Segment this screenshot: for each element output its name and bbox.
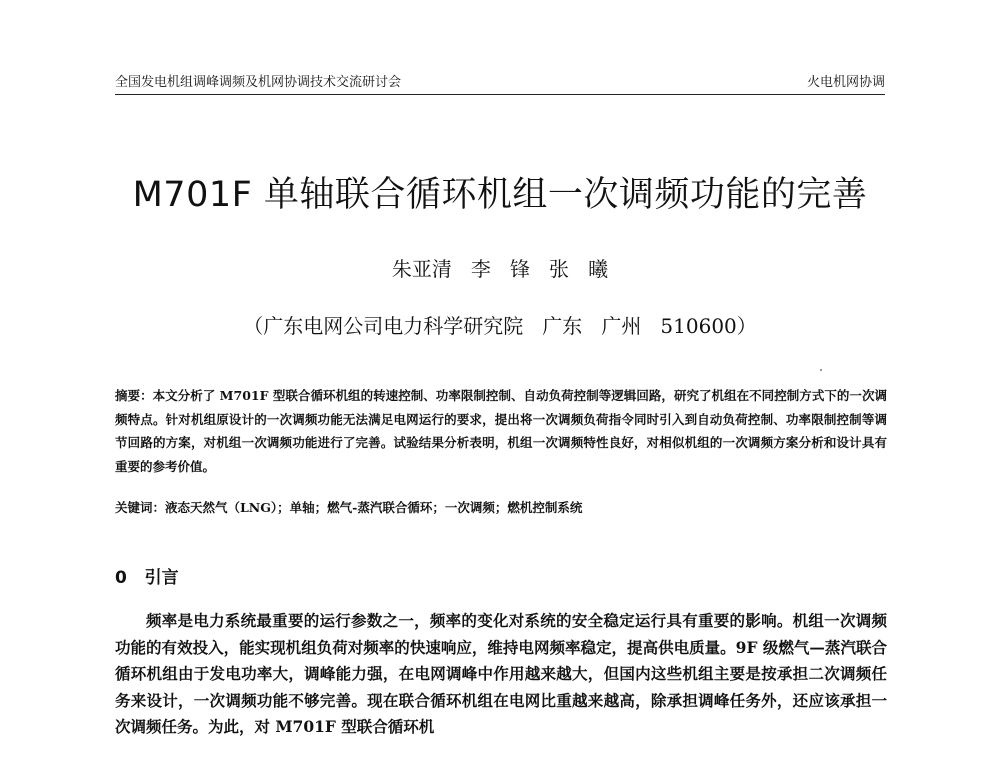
paper-title: M701F 单轴联合循环机组一次调频功能的完善: [132, 175, 868, 215]
conference-name: 全国发电机组调峰调频及机网协调技术交流研讨会: [115, 75, 402, 90]
author-affiliation: （广东电网公司电力科学研究院 广东 广州 510600）: [243, 314, 757, 338]
abstract: [115, 384, 887, 478]
keywords-text: 液态天然气（LNG）；单轴；燃气-蒸汽联合循环；一次调频；燃机控制系统: [165, 500, 583, 515]
scan-speck: [820, 369, 822, 371]
keywords-label: 关键词：: [115, 500, 166, 515]
abstract-text: 本文分析了 M701F 型联合循环机组的转速控制、功率限制控制、自动负荷控制等逻辑回路，研究了机组在不同控制方式下的一次调频特点。针对机组原设计的一次调频功能无法满足电网运行的要求，提出将一次调频负荷指令同时引入到自动负荷控制、功率限制控制等调节回路的方案，对机组一次调频功能进行了完善。试验结果分析表明，机组一次调频特性良好，对相似机组的一次调频方案分析和设计具有重要的参考价值。: [115, 388, 887, 474]
section-heading: 0 引言: [115, 568, 179, 588]
keywords: [115, 498, 887, 518]
section-category: 火电机网协调: [806, 75, 885, 90]
abstract-label: 摘要：: [115, 388, 153, 403]
running-header: [115, 72, 885, 95]
intro-paragraph: 频率是电力系统最重要的运行参数之一，频率的变化对系统的安全稳定运行具有重要的影响。机组一次调频功能的有效投入，能实现机组负荷对频率的快速响应，维持电网频率稳定，提高供电质量。9F 级燃气—蒸汽联合循环机组由于发电功率大，调峰能力强，在电网调峰中作用越来越大，但国内这些机组主要是按承担二次调频任务来设计，一次调频功能不够完善。现在联合循环机组在电网比重越来越高，除承担调峰任务外，还应该承担一次调频任务。为此，对 M701F 型联合循环机: [115, 611, 887, 736]
author-list: 朱亚清 李 锋 张 曦: [391, 257, 609, 281]
